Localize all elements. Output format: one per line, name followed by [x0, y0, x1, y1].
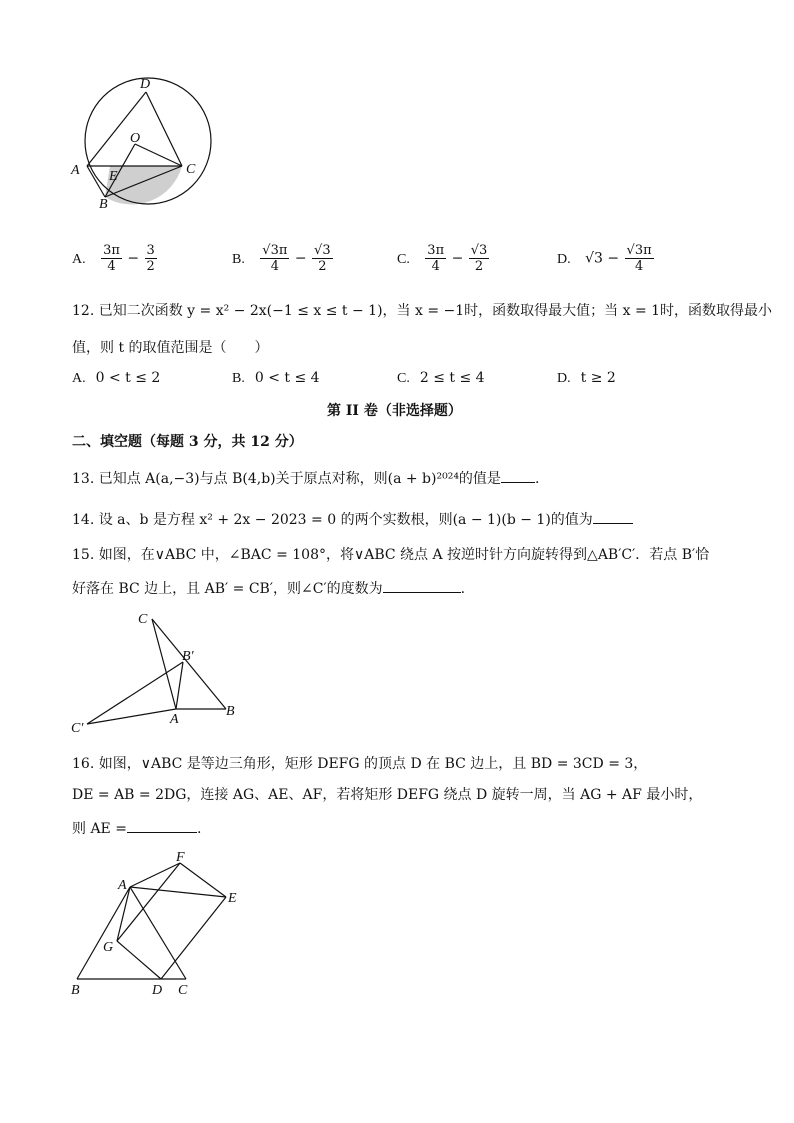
q12-line2: 值，则 t 的取值范围是（ ） [72, 340, 269, 356]
label-A: A [170, 712, 179, 727]
q12-line1: 12. 已知二次函数 y = x² − 2x(−1 ≤ x ≤ t − 1)，当 x = −1时，函数取得最大值；当 x = 1时，函数取得最小 [72, 303, 773, 319]
q16-line1: 16. 如图，∨ABC 是等边三角形，矩形 DEFG 的顶点 D 在 BC 边上，且 BD = 3CD = 3， [72, 756, 648, 772]
label-A: A [71, 163, 80, 178]
section-heading: 二、填空题（每题 3 分，共 12 分） [72, 434, 303, 450]
q11-option-d[interactable]: D. √3 − $\frac{√3\pi}{4}$ [557, 243, 652, 274]
label-B: B [226, 704, 235, 719]
label-C: C [186, 162, 196, 177]
q11-option-b[interactable]: B. $\frac{√3\pi}{4}$ − $\frac{√3}{2}$ [232, 243, 331, 274]
label-E: E [109, 169, 118, 184]
label-G: G [103, 940, 114, 955]
label-C-prime: C′ [71, 721, 84, 736]
label-B: B [99, 197, 108, 212]
label-O: O [130, 131, 141, 146]
q16-answer-blank[interactable] [127, 818, 197, 833]
q14-text: 14. 设 a、b 是方程 x² + 2x − 2023 = 0 的两个实数根，则(a − 1)(b − 1)的值为 [72, 509, 633, 529]
q14-answer-blank[interactable] [593, 509, 633, 524]
q12-option-b[interactable]: B. 0 < t ≤ 4 [232, 370, 320, 386]
q15-figure [66, 605, 246, 740]
label-A: A [118, 878, 127, 893]
label-F: F [176, 850, 185, 865]
q11-option-a[interactable]: A. $\frac{3\pi}{4}$ − $\frac{3}{2}$ [72, 243, 155, 274]
label-D: D [152, 983, 163, 998]
q16-figure [66, 845, 246, 1000]
label-B-prime: B′ [182, 649, 194, 664]
label-E: E [228, 891, 237, 906]
q11-option-c[interactable]: C. $\frac{3\pi}{4}$ − $\frac{√3}{2}$ [397, 243, 488, 274]
q16-line3: 则 AE = . [72, 818, 201, 838]
q16-line2: DE = AB = 2DG，连接 AG、AE、AF，若将矩形 DEFG 绕点 D 旋转一周，当 AG + AF 最小时， [72, 787, 703, 803]
label-D: D [140, 77, 151, 92]
label-C: C [138, 612, 148, 627]
q13-text: 13. 已知点 A(a,−3)与点 B(4,b)关于原点对称，则(a + b)²⁰²⁴的值是 . [72, 468, 539, 488]
q12-option-d[interactable]: D. t ≥ 2 [557, 370, 616, 386]
q15-line2: 好落在 BC 边上，且 AB′ = CB′，则∠C′的度数为 . [72, 578, 465, 598]
label-B: B [71, 983, 80, 998]
q11-figure [66, 70, 216, 215]
q13-answer-blank[interactable] [501, 468, 535, 483]
section-title: 第 II 卷（非选择题） [327, 403, 462, 419]
q12-option-a[interactable]: A. 0 < t ≤ 2 [72, 370, 161, 386]
q15-line1: 15. 如图，在∨ABC 中，∠BAC = 108°，将∨ABC 绕点 A 按逆时针方向旋转得到△AB′C′．若点 B′恰 [72, 547, 710, 563]
label-C: C [178, 983, 188, 998]
q12-option-c[interactable]: C. 2 ≤ t ≤ 4 [397, 370, 485, 386]
q15-answer-blank[interactable] [383, 578, 461, 593]
